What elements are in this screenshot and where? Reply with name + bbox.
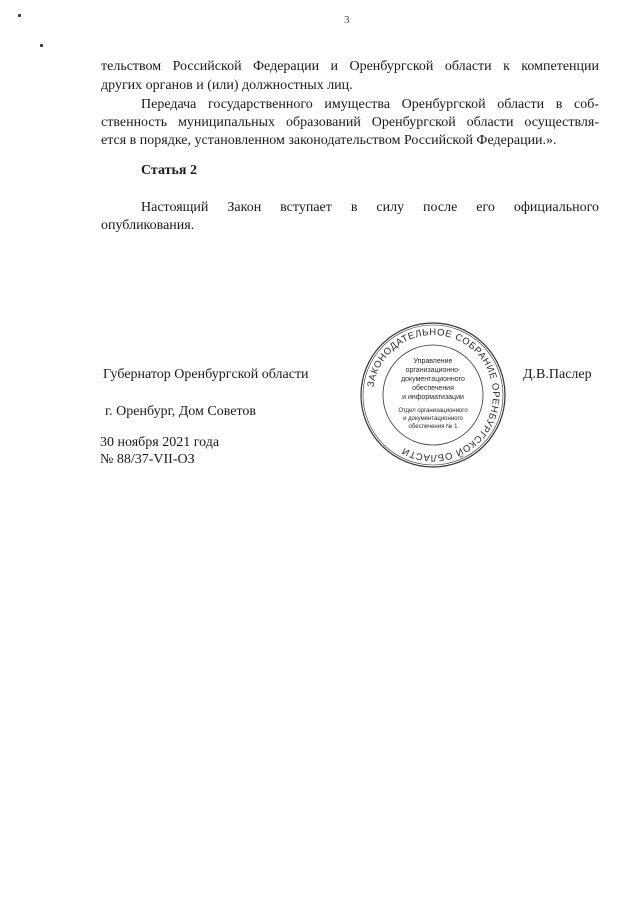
page-number: 3 — [344, 14, 350, 26]
scan-mark — [18, 14, 21, 17]
stamp-line: Управление — [413, 358, 453, 365]
scan-mark — [40, 44, 43, 47]
official-seal-stamp — [358, 320, 508, 470]
paragraph-1-line-1: тельством Российской Федерации и Оренбургской области к компетенции — [101, 59, 599, 74]
article-heading: Статья 2 — [141, 163, 197, 178]
law-date: 30 ноября 2021 года — [100, 435, 220, 450]
stamp-line: Отдел организационного — [398, 408, 468, 414]
law-number: № 88/37-VII-ОЗ — [100, 452, 195, 467]
paragraph-2-line-3: ется в порядке, установленном законодательством Российской Федерации.». — [101, 133, 557, 148]
paragraph-2-line-1: Передача государственного имущества Оренбургской области в соб- — [141, 97, 599, 112]
signing-place: г. Оренбург, Дом Советов — [105, 404, 256, 419]
stamp-line: документационного — [401, 376, 465, 383]
stamp-line: обеспечения № 1 — [408, 424, 458, 430]
paragraph-3-line-1: Настоящий Закон вступает в силу после его официального — [141, 200, 599, 215]
governor-title: Губернатор Оренбургской области — [103, 367, 309, 382]
stamp-line: и документационного — [403, 416, 463, 422]
paragraph-1-line-2: других органов и (или) должностных лиц. — [101, 78, 353, 93]
paragraph-2-line-2: ственность муниципальных образований Оренбургской области осуществля- — [101, 115, 599, 130]
stamp-ring-text: ЗАКОНОДАТЕЛЬНОЕ СОБРАНИЕ ОРЕНБУРГСКОЙ ОБЛАСТИ — [365, 326, 502, 464]
stamp-line: обеспечения — [412, 385, 454, 392]
stamp-line: и информатизации — [402, 394, 464, 401]
paragraph-3-line-2: опубликования. — [101, 218, 195, 233]
stamp-line: организационно- — [405, 367, 461, 374]
governor-name: Д.В.Паслер — [523, 367, 592, 382]
